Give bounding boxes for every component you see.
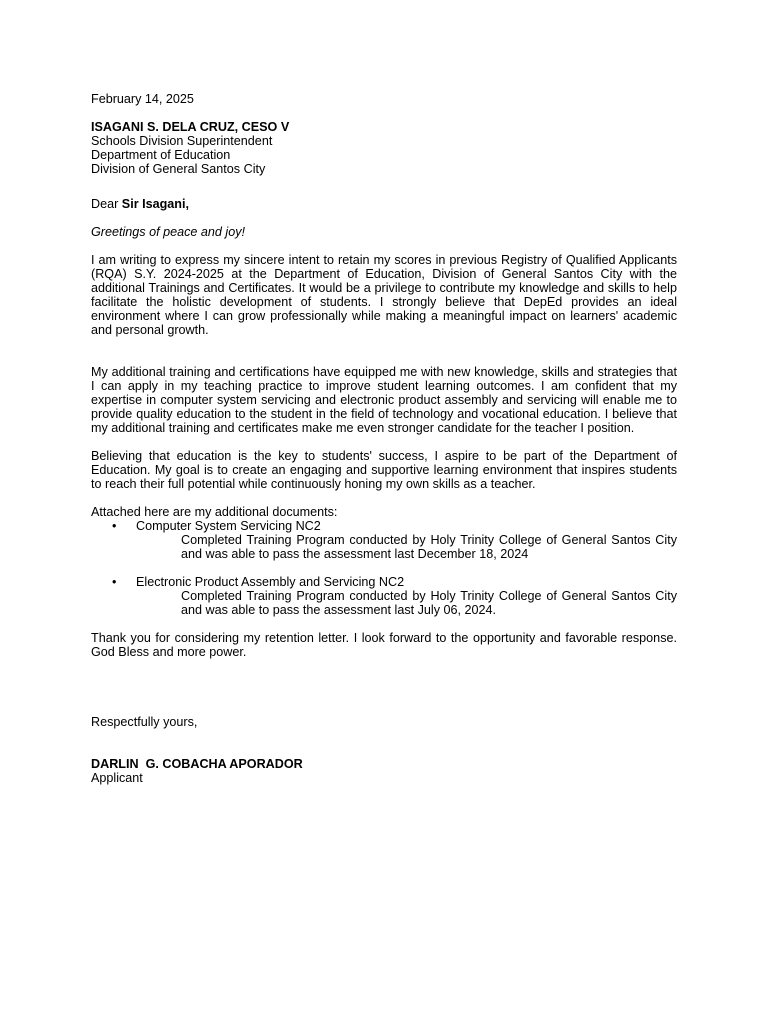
recipient-division: Division of General Santos City [91,162,266,176]
recipient-block [91,120,677,176]
signature-role: Applicant [91,771,143,785]
salutation-name: Sir Isagani, [121,197,189,211]
bullet-icon: • [112,575,117,589]
attachment-detail: Completed Training Program conducted by Holy Trinity College of General Santos City and was able to pass the assessment last July 06, 2024. [181,589,677,617]
signature-block [91,757,677,785]
paragraph-training: My additional training and certifications have equipped me with new knowledge, skills and strategies that I can apply in my teaching practice to improve student learning outcomes. I am confident that my expertise in computer system servicing and electronic product assembly and servicing will enable me to provide quality education to the student in the field of technology and vocational education. I believe that my additional training and certificates make me even stronger candidate for the teacher I position. [91,365,677,435]
attachments-intro: Attached here are my additional documents: [91,505,338,519]
attachments-list [91,519,677,617]
recipient-department: Department of Education [91,148,231,162]
paragraph-aspiration: Believing that education is the key to students' success, I aspire to be part of the Department of Education. My goal is to create an engaging and supportive learning environment that inspires students to reach their full potential while continuously honing my own skills as a teacher. [91,449,677,491]
list-item [91,575,677,617]
paragraph-intent: I am writing to express my sincere intent to retain my scores in previous Registry of Qualified Applicants (RQA) S.Y. 2024-2025 at the Department of Education, Division of General Santos City with the additional Trainings and Certificates. It would be a privilege to contribute my knowledge and skills to help facilitate the holistic development of students. I strongly believe that DepEd provides an ideal environment where I can grow professionally while making a meaningful impact on learners' academic and personal growth. [91,253,677,337]
recipient-name: ISAGANI S. DELA CRUZ, CESO V [91,120,290,134]
attachment-title: Electronic Product Assembly and Servicing NC2 [136,575,405,589]
greeting: Greetings of peace and joy! [91,225,246,239]
letter-date: February 14, 2025 [91,92,194,106]
letter-body [91,92,677,785]
attachment-detail: Completed Training Program conducted by Holy Trinity College of General Santos City and was able to pass the assessment last December 18, 2024 [181,533,677,561]
salutation [91,197,677,211]
signature-name: DARLIN G. COBACHA APORADOR [91,757,303,771]
salutation-prefix: Dear [91,197,119,211]
bullet-icon: • [112,519,117,533]
list-item [91,519,677,561]
recipient-title: Schools Division Superintendent [91,134,273,148]
closing-paragraph: Thank you for considering my retention letter. I look forward to the opportunity and favorable response. God Bless and more power. [91,631,677,659]
attachment-title: Computer System Servicing NC2 [136,519,321,533]
closing: Respectfully yours, [91,715,198,729]
